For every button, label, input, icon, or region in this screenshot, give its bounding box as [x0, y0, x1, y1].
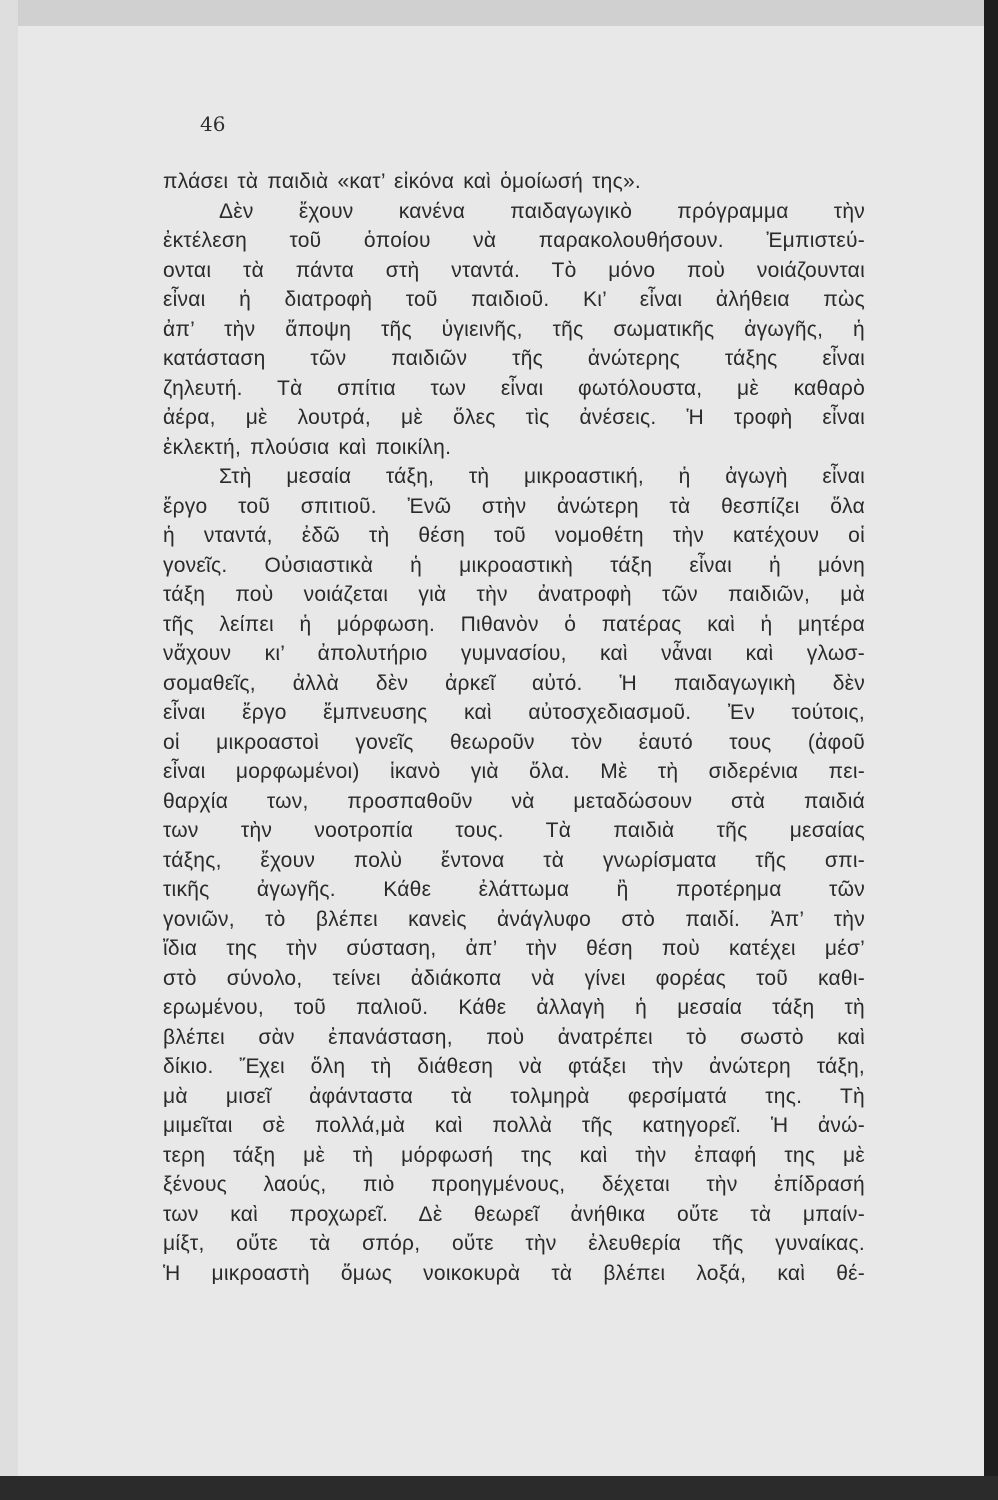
text-line: δίκιο. Ἔχει ὅλη τὴ διάθεση νὰ φτάξει τὴν ἀνώτερη τάξη, [163, 1055, 865, 1078]
text-line: ζηλευτή. Τὰ σπίτια των εἶναι φωτόλουστα, μὲ καθαρὸ [163, 376, 865, 400]
text-line: ἴδια της τὴν σύσταση, ἀπ’ τὴν θέση ποὺ κατέχει μέσ’ [163, 937, 865, 960]
scan-top-edge [0, 0, 998, 26]
text-line: των τὴν νοοτροπία τους. Τὰ παιδιὰ τῆς μεσαίας [163, 819, 865, 842]
text-line: μίξτ, οὔτε τὰ σπόρ, οὔτε τὴν ἐλευθερία τῆς γυναίκας. [163, 1232, 865, 1255]
text-line: μὰ μισεῖ ἀφάνταστα τὰ τολμηρὰ φερσίματά της. Τὴ [163, 1084, 865, 1108]
text-line: γονιῶν, τὸ βλέπει κανεὶς ἀνάγλυφο στὸ παιδί. Ἀπ’ τὴν [163, 907, 865, 931]
text-line: βλέπει σὰν ἐπανάσταση, ποὺ ἀνατρέπει τὸ σωστὸ καὶ [163, 1025, 865, 1049]
text-line: τῆς λείπει ἡ μόρφωση. Πιθανὸν ὁ πατέρας καὶ ἡ μητέρα [163, 612, 865, 636]
text-line: τάξη ποὺ νοιάζεται γιὰ τὴν ἀνατροφὴ τῶν παιδιῶν, μὰ [163, 583, 865, 606]
text-line: οἱ μικροαστοὶ γονεῖς θεωροῦν τὸν ἑαυτό τους (ἀφοῦ [163, 730, 865, 754]
scan-right-edge [984, 0, 998, 1500]
scan-bottom-edge [0, 1476, 998, 1500]
text-line: εἶναι ἔργο ἔμπνευσης καὶ αὐτοσχεδιασμοῦ. Ἐν τούτοις, [163, 701, 865, 724]
scan-left-edge [0, 0, 18, 1500]
text-line: στὸ σύνολο, τείνει ἀδιάκοπα νὰ γίνει φορέας τοῦ καθι- [163, 966, 865, 990]
text-line: σομαθεῖς, ἀλλὰ δὲν ἀρκεῖ αὐτό. Ἡ παιδαγωγικὴ δὲν [163, 671, 865, 695]
text-line: ερωμένου, τοῦ παλιοῦ. Κάθε ἀλλαγὴ ἡ μεσαία τάξη τὴ [163, 996, 865, 1019]
text-line: κατάσταση τῶν παιδιῶν τῆς ἀνώτερης τάξης εἶναι [163, 347, 865, 370]
text-line: μιμεῖται σὲ πολλά,μὰ καὶ πολλὰ τῆς κατηγορεῖ. Ἡ ἀνώ- [163, 1114, 865, 1137]
text-line: ἔργο τοῦ σπιτιοῦ. Ἐνῶ στὴν ἀνώτερη τὰ θεσπίζει ὅλα [163, 494, 865, 518]
text-line: τικῆς ἀγωγῆς. Κάθε ἐλάττωμα ἢ προτέρημα τῶν [163, 878, 865, 901]
text-line: Στὴ μεσαία τάξη, τὴ μικροαστική, ἡ ἀγωγὴ εἶναι [219, 465, 865, 488]
text-line: ἀέρα, μὲ λουτρά, μὲ ὅλες τὶς ἀνέσεις. Ἡ τροφὴ εἶναι [163, 406, 865, 429]
text-line: Ἡ μικροαστὴ ὅμως νοικοκυρὰ τὰ βλέπει λοξά, καὶ θέ- [163, 1261, 865, 1285]
text-line: θαρχία των, προσπαθοῦν νὰ μεταδώσουν στὰ παιδιά [163, 789, 865, 813]
text-line: εἶναι ἡ διατροφὴ τοῦ παιδιοῦ. Κι’ εἶναι ἀλήθεια πὼς [163, 288, 865, 311]
text-line: τερη τάξη μὲ τὴ μόρφωσή της καὶ τὴν ἐπαφή της μὲ [163, 1143, 865, 1167]
text-line: εἶναι μορφωμένοι) ἱκανὸ γιὰ ὅλα. Μὲ τὴ σιδερένια πει- [163, 760, 865, 783]
text-line: ἀπ’ τὴν ἄποψη τῆς ὑγιεινῆς, τῆς σωματικῆς ἀγωγῆς, ἡ [163, 317, 865, 341]
text-line: των καὶ προχωρεῖ. Δὲ θεωρεῖ ἀνήθικα οὔτε τὰ μπαίν- [163, 1202, 865, 1226]
body-text [163, 167, 865, 1288]
text-line: τάξης, ἔχουν πολὺ ἔντονα τὰ γνωρίσματα τῆς σπι- [163, 848, 865, 872]
text-line: πλάσει τὰ παιδιὰ «κατ’ εἰκόνα καὶ ὁμοίωσή της». [163, 170, 641, 193]
text-line: ἐκλεκτή, πλούσια καὶ ποικίλη. [163, 435, 452, 459]
text-line: ξένους λαούς, πιὸ προηγμένους, δέχεται τὴν ἐπίδρασή [163, 1173, 865, 1196]
text-line: Δὲν ἔχουν κανένα παιδαγωγικὸ πρόγραμμα τὴν [219, 199, 865, 223]
text-line: ἐκτέλεση τοῦ ὁποίου νὰ παρακολουθήσουν. Ἐμπιστεύ- [163, 229, 865, 252]
text-line: γονεῖς. Οὐσιαστικὰ ἡ μικροαστικὴ τάξη εἶναι ἡ μόνη [163, 553, 865, 577]
text-line: νἄχουν κι’ ἀπολυτήριο γυμνασίου, καὶ νἆναι καὶ γλωσ- [163, 642, 865, 665]
page-number: 46 [200, 112, 226, 136]
text-line: ἡ νταντά, ἐδῶ τὴ θέση τοῦ νομοθέτη τὴν κατέχουν οἱ [163, 524, 865, 547]
text-line: ονται τὰ πάντα στὴ νταντά. Τὸ μόνο ποὺ νοιάζουνται [163, 258, 865, 282]
